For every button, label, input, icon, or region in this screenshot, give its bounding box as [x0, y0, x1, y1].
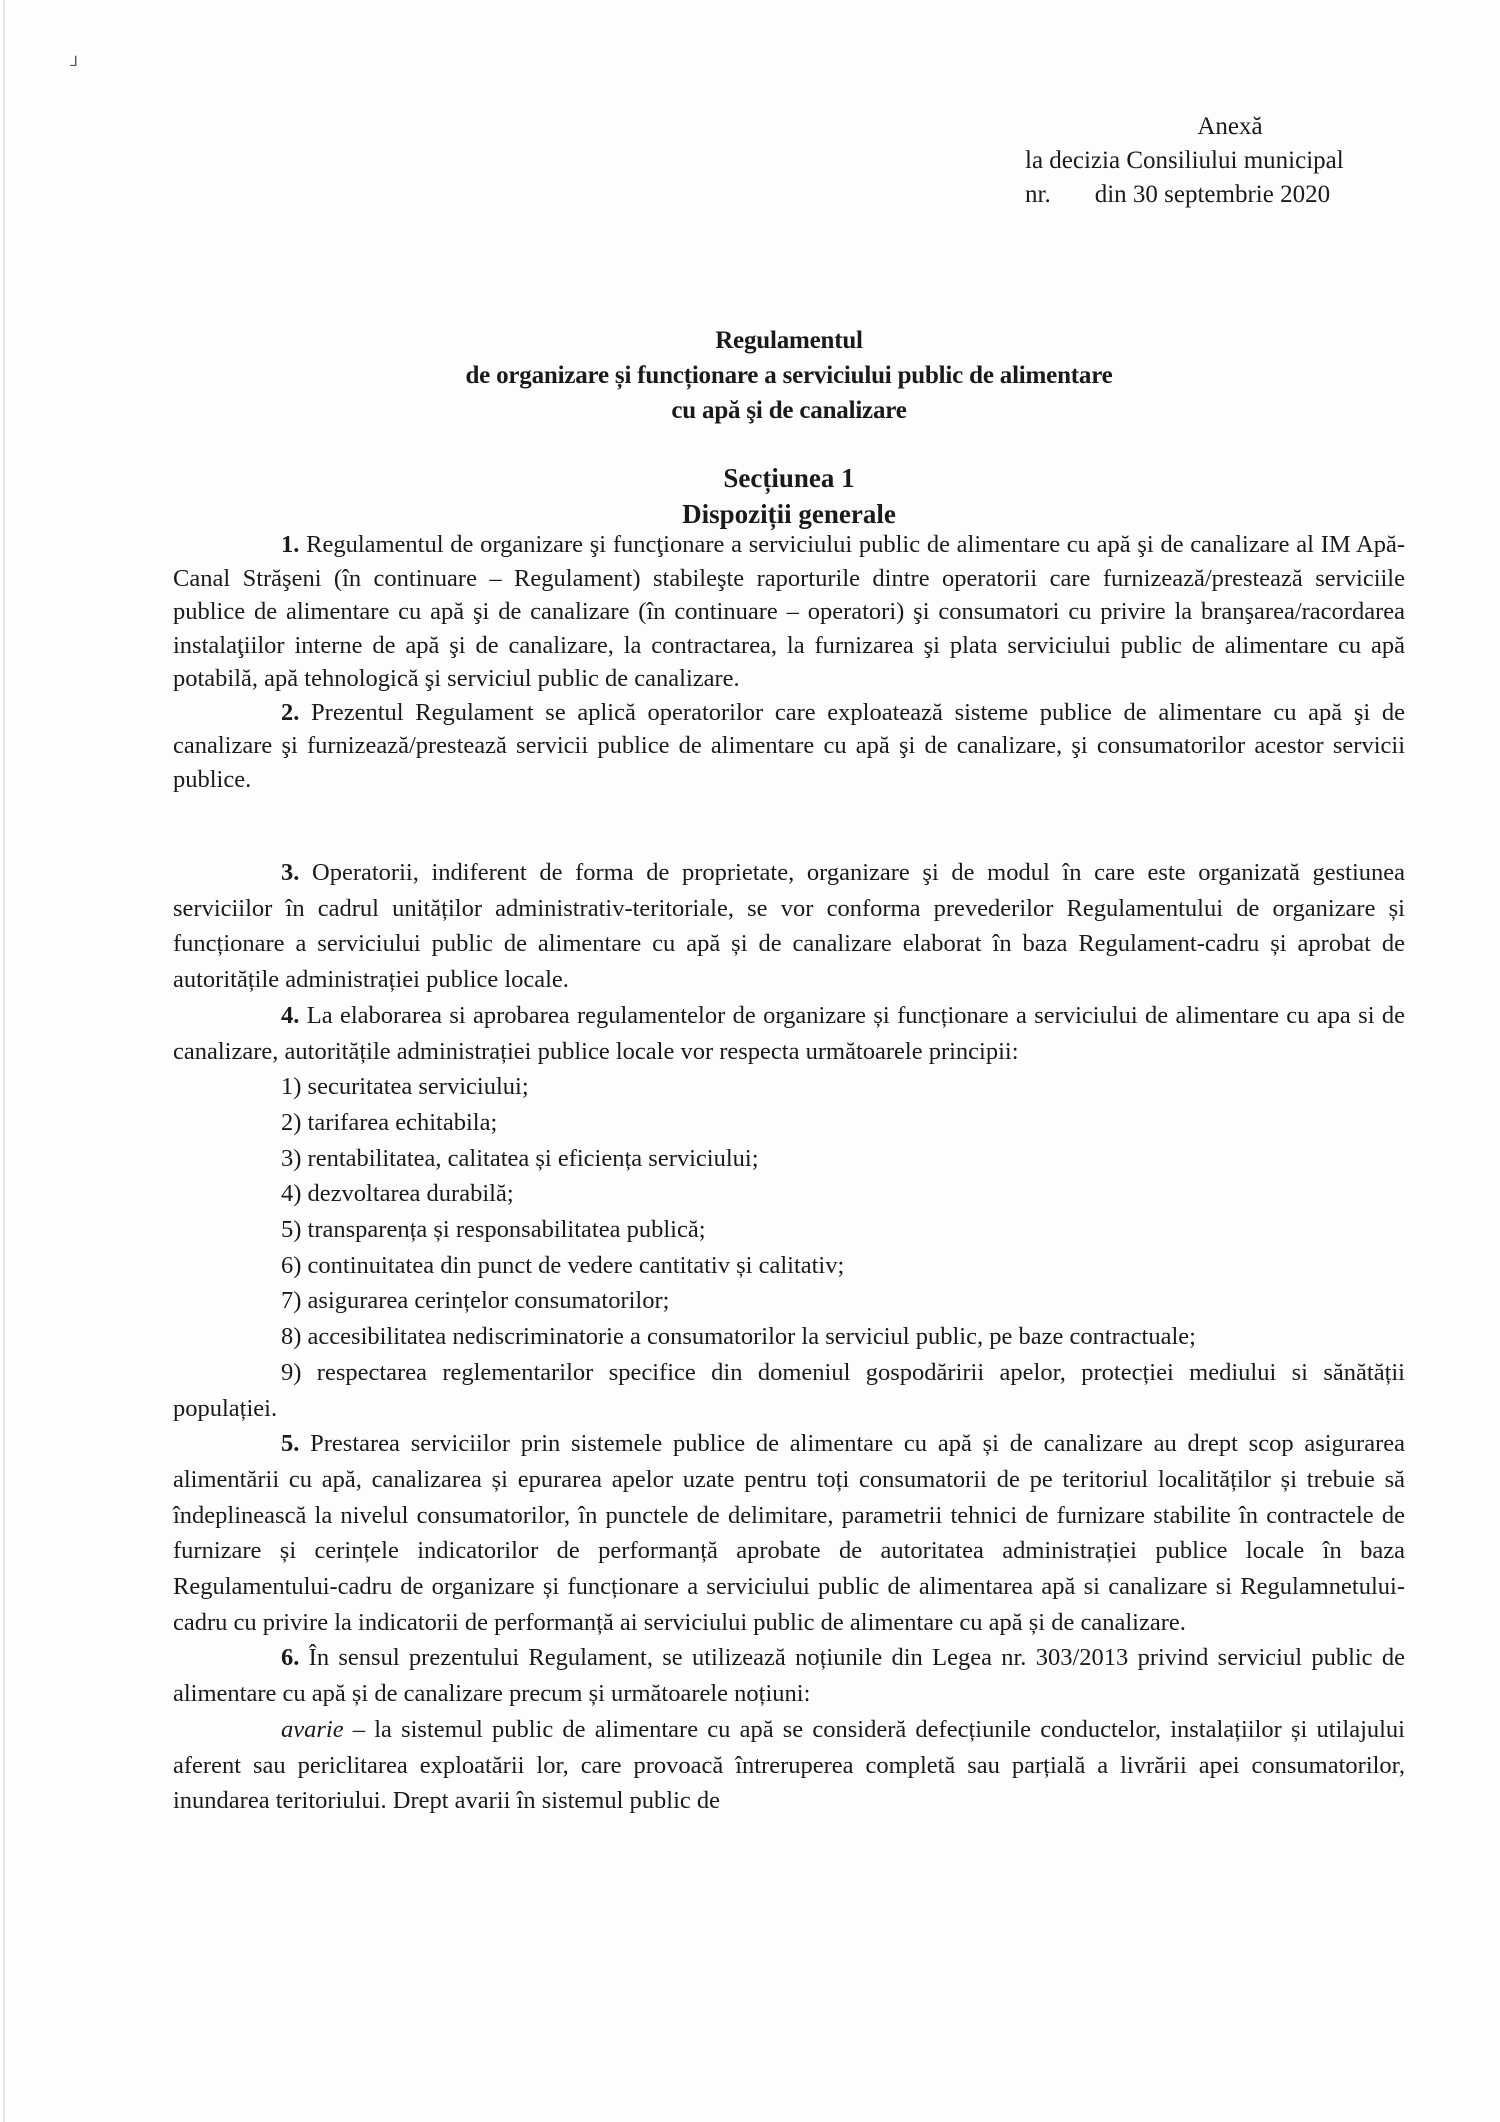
- principle-item: 7) asigurarea cerințelor consumatorilor;: [281, 1287, 670, 1315]
- principle-item: 8) accesibilitatea nediscriminatorie a consumatorilor la serviciul public, pe baze contractuale;: [281, 1323, 1196, 1351]
- section-name: Dispoziții generale: [682, 499, 896, 529]
- principle-item: 2) tarifarea echitabila;: [281, 1108, 498, 1136]
- principle-item: 6) continuitatea din punct de vedere cantitativ și calitativ;: [281, 1251, 845, 1279]
- principle-item: 4) dezvoltarea durabilă;: [281, 1180, 514, 1208]
- body-part-1: [173, 528, 1405, 796]
- scan-mark: ⅃: [70, 55, 78, 70]
- title-line-2: de organizare și funcționare a serviciului public de alimentare: [465, 362, 1113, 389]
- paragraph-1: 1. Regulamentul de organizare şi funcţionare a serviciului public de alimentare cu apă şi de canalizare al IM Apă-Canal Străşeni (în continuare – Regulament) stabileşte raporturile dintre operatorii care furnizează/prestează serviciile publice de alimentare cu apă şi de canalizare (în continuare – operatori) şi consumatori cu privire la branşarea/racordarea instalaţiilor interne de apă şi de canalizare, la contractarea, la furnizarea şi plata serviciului public de alimentare cu apă potabilă, apă tehnologică şi serviciul public de canalizare.: [173, 531, 1405, 692]
- paragraph-2: 2. Prezentul Regulament se aplică operatorilor care exploatează sisteme publice de alimentare cu apă şi de canalizare şi furnizează/prestează servicii publice de alimentare cu apă şi de canalizare, şi consumatorilor acestor servicii publice.: [173, 698, 1405, 793]
- principle-item: 5) transparența și responsabilitatea publică;: [281, 1216, 706, 1244]
- definition-avarie: avarie – la sistemul public de alimentare cu apă se consideră defecțiunile conductelor, instalațiilor și utilajului aferent sau periclitarea exploatării lor, care provoacă întreruperea completă sau parțială a livrării apei consumatorilor, inundarea teritoriului. Drept avarii în sistemul public de: [173, 1715, 1405, 1815]
- title-line-1: Regulamentul: [715, 327, 863, 354]
- principle-item: 1) securitatea serviciului;: [281, 1073, 529, 1101]
- paragraph-4: 4. La elaborarea si aprobarea regulamentelor de organizare și funcționare a serviciului de alimentare cu apa si de canalizare, autoritățile administrației publice locale vor respecta următoarele principii:: [173, 1001, 1405, 1065]
- annex-title: Anexă: [1197, 113, 1263, 140]
- section-label: Secțiunea 1: [723, 463, 855, 493]
- document-title: [173, 323, 1405, 428]
- title-line-3: cu apă şi de canalizare: [671, 397, 907, 424]
- paragraph-5: 5. Prestarea serviciilor prin sistemele publice de alimentare cu apă și de canalizare au drept scop asigurarea alimentării cu apă, canalizarea și epurarea apelor uzate pentru toți consumatorii de pe teritoriul localităților și trebuie să îndeplinească la nivelul consumatorilor, în punctele de delimitare, parametrii tehnici de furnizare stabilite în contractele de furnizare și cerințele indicatorilor de performanță aprobate de autoritatea administrației publice locale în baza Regulamentului-cadru de organizare și funcționare a serviciului public de alimentarea apă si canalizare si Regulamnetului-cadru cu privire la indicatorii de performanță ai serviciului public de alimentare cu apă și de canalizare.: [173, 1430, 1405, 1636]
- annex-date: din 30 septembrie 2020: [1094, 181, 1331, 208]
- annex-header: [1025, 110, 1405, 212]
- definition-term: avarie: [281, 1715, 344, 1743]
- principle-item: 9) respectarea reglementarilor specifice din domeniul gospodăririi apelor, protecției mediului si sănătății populației.: [173, 1358, 1405, 1422]
- annex-decision: la decizia Consiliului municipal: [1025, 147, 1344, 174]
- scan-edge: [3, 0, 5, 2122]
- annex-number-date: [1025, 178, 1405, 212]
- annex-nr: nr.: [1025, 181, 1051, 208]
- body-part-2: [173, 855, 1405, 1819]
- section-heading: [173, 460, 1405, 532]
- principle-item: 3) rentabilitatea, calitatea și eficiența serviciului;: [281, 1144, 759, 1172]
- paragraph-3: 3. Operatorii, indiferent de forma de proprietate, organizare şi de modul în care este organizată gestiunea serviciilor în cadrul unităților administrativ-teritoriale, se vor conforma prevederilor Regulamentului de organizare și funcționare a serviciului public de alimentare cu apă și de canalizare elaborat în baza Regulament-cadru și aprobat de autoritățile administrației publice locale.: [173, 859, 1405, 994]
- paragraph-6: 6. În sensul prezentului Regulament, se utilizează noțiunile din Legea nr. 303/2013 privind serviciul public de alimentare cu apă și de canalizare precum și următoarele noțiuni:: [173, 1644, 1405, 1708]
